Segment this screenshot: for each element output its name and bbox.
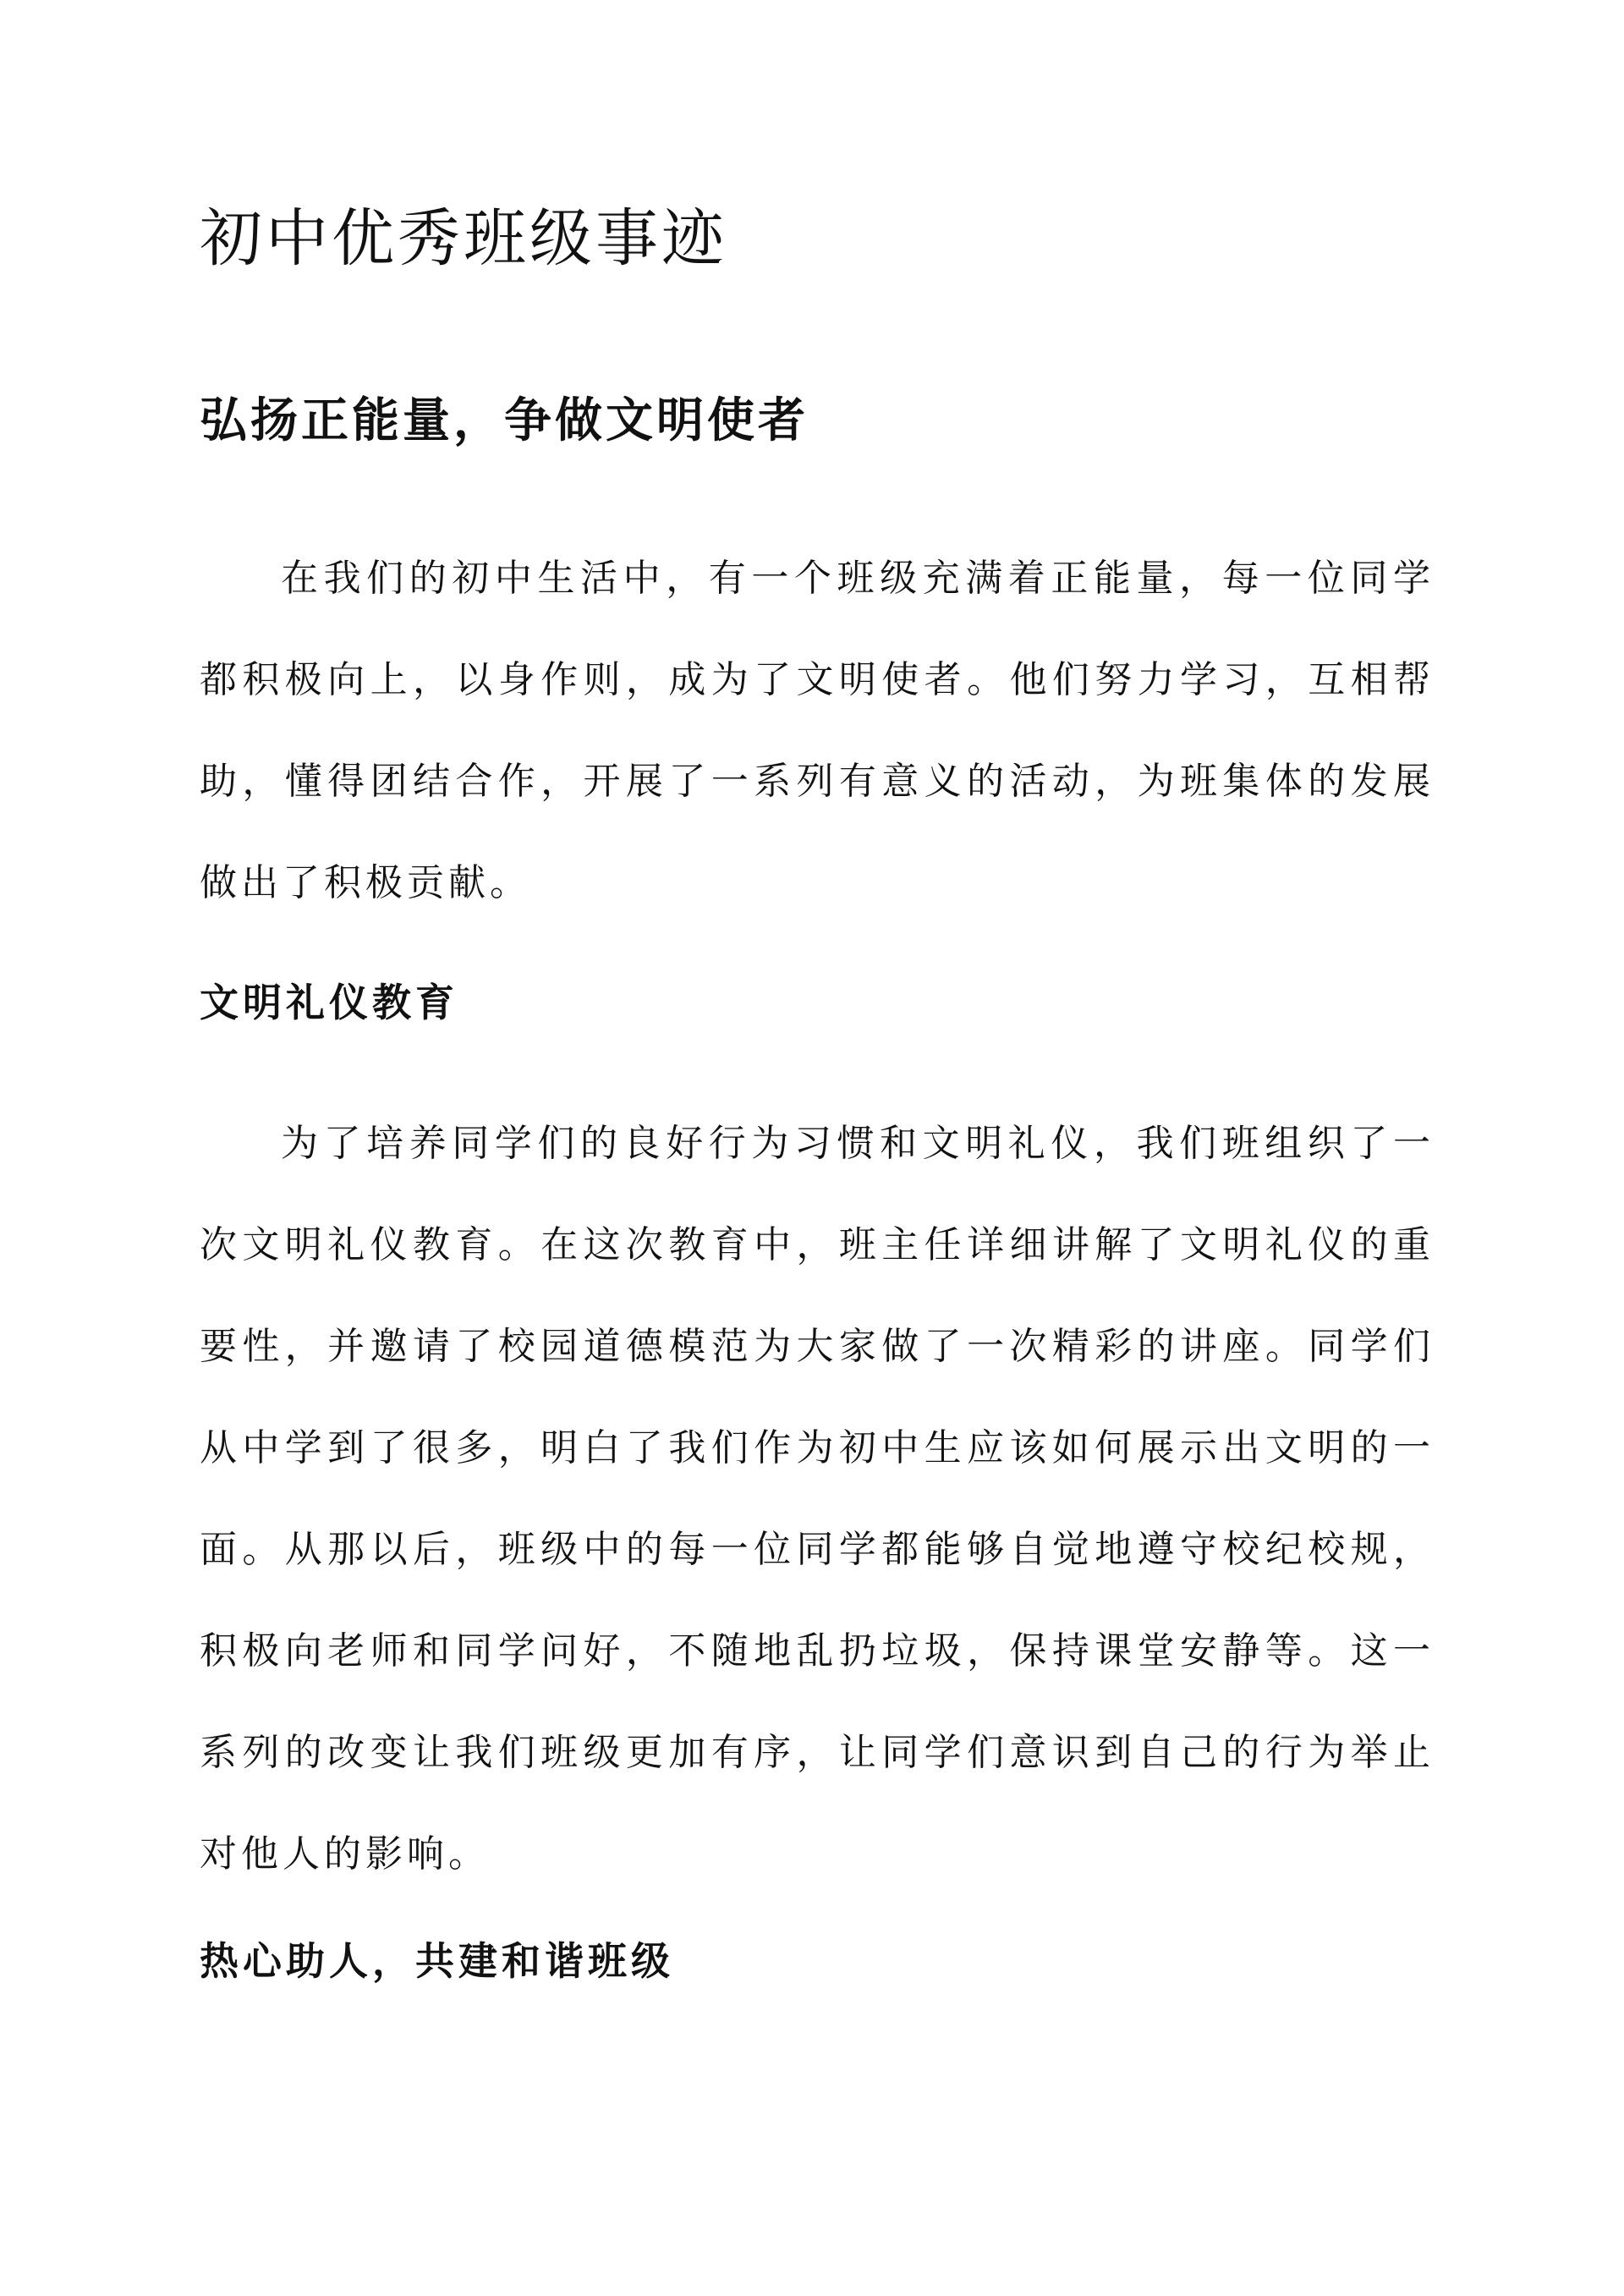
- main-heading: 弘扬正能量，争做文明使者: [200, 393, 809, 448]
- section-heading-helping: 热心助人，共建和谐班级: [200, 1938, 674, 1984]
- section-paragraph-etiquette: 为了培养同学们的良好行为习惯和文明礼仪，我们班组织了一次文明礼仪教育。在这次教育中，班主任详细讲解了文明礼仪的重要性，并邀请了校园道德模范为大家做了一次精彩的讲座。同学们从中学到了很多，明白了我们作为初中生应该如何展示出文明的一面。从那以后，班级中的每一位同学都能够自觉地遵守校纪校规，积极向老师和同学问好，不随地乱扔垃圾，保持课堂安静等。这一系列的改变让我们班级更加有序，让同学们意识到自己的行为举止对他人的影响。: [200, 1122, 1435, 1876]
- intro-paragraph: 在我们的初中生活中，有一个班级充满着正能量，每一位同学都积极向上，以身作则，成为了文明使者。他们努力学习，互相帮助，懂得团结合作，开展了一系列有意义的活动，为班集体的发展做出了积极贡献。: [200, 557, 1435, 904]
- section-heading-etiquette: 文明礼仪教育: [200, 980, 458, 1025]
- document-title: 初中优秀班级事迹: [200, 202, 727, 275]
